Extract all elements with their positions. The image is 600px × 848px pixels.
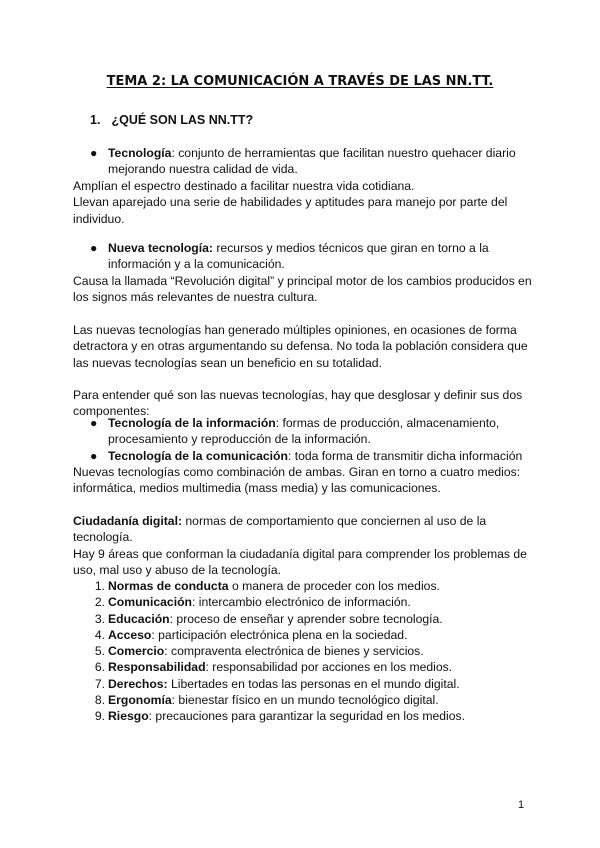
- definition-nueva-tecnologia: recursos y medios técnicos que giran en torno a la información y a la comunicación.: [108, 241, 489, 272]
- paragraph-line: Llevan aparejado una serie de habilidades y aptitudes para manejo por parte del individuo.: [73, 195, 508, 226]
- definition-informacion: : formas de producción, almacenamiento, procesamiento y reproducción de la información.: [108, 416, 500, 447]
- term-comunicacion: Tecnología de la comunicación: [108, 449, 288, 463]
- definition-comunicacion: : toda forma de transmitir dicha información: [287, 449, 523, 463]
- bullet-icon: ●: [90, 416, 98, 430]
- bullet-icon: ●: [90, 241, 98, 255]
- section-heading-text: ¿QUÉ SON LAS NN.TT?: [111, 113, 254, 127]
- term-tecnologia: Tecnología: [108, 146, 172, 160]
- list-item: 1. Normas de conducta o manera de proceder con los medios.: [94, 579, 440, 593]
- bullet-icon: ●: [90, 146, 98, 160]
- bullet-tecnologia-informacion: [90, 415, 530, 448]
- list-item: 8. Ergonomía: bienestar físico en un mundo tecnológico digital.: [94, 693, 439, 708]
- list-item: 2. Comunicación: intercambio electrónico de información.: [94, 595, 411, 610]
- paragraph-tecnologia: [73, 178, 533, 227]
- bullet-tecnologia: [90, 145, 530, 178]
- bullet-icon: ●: [90, 449, 98, 463]
- list-item: 4. Acceso: participación electrónica plena en la sociedad.: [94, 627, 408, 642]
- term-ciudadania: Ciudadanía digital:: [73, 514, 183, 528]
- definition-ciudadania: normas de comportamiento que conciernen al uso de la tecnología.: [73, 514, 487, 545]
- bullet-tecnologia-comunicacion: [90, 448, 530, 464]
- paragraph-opiniones: Las nuevas tecnologías han generado múltiples opiniones, en ocasiones de forma detractora y en otras argumentando su defensa. No toda la población considera que las nuevas tecnologías sean un beneficio en su totalidad.: [73, 323, 528, 370]
- section-number: 1.: [90, 113, 101, 127]
- paragraph-areas-intro: Hay 9 áreas que conforman la ciudadanía digital para comprender los problemas de uso, mal uso y abuso de la tecnología.: [73, 547, 527, 578]
- list-item: 5. Comercio: compraventa electrónica de bienes y servicios.: [94, 644, 424, 659]
- paragraph-line: Amplían el espectro destinado a facilitar nuestra vida cotidiana.: [73, 179, 415, 193]
- definition-tecnologia: : conjunto de herramientas que facilitan nuestro quehacer diario mejorando nuestra calidad de vida.: [108, 146, 516, 177]
- list-item: 6. Responsabilidad: responsabilidad por acciones en los medios.: [94, 660, 453, 675]
- page-number: 1: [518, 799, 525, 811]
- list-item: 3. Educación: proceso de enseñar y aprender sobre tecnología.: [94, 611, 443, 626]
- list-item: 7. Derechos: Libertades en todas las personas en el mundo digital.: [94, 676, 460, 691]
- list-item: 9. Riesgo: precauciones para garantizar la seguridad en los medios.: [94, 709, 466, 724]
- page-title: TEMA 2: LA COMUNICACIÓN A TRAVÉS DE LAS NN.TT.: [106, 74, 494, 89]
- paragraph-revolucion: Causa la llamada “Revolución digital” y principal motor de los cambios producidos en los signos más relevantes de nuestra cultura.: [73, 274, 532, 305]
- bullet-nueva-tecnologia: [90, 240, 530, 273]
- paragraph-ciudadania: [73, 513, 533, 546]
- term-informacion: Tecnología de la información: [108, 416, 276, 430]
- paragraph-componentes: Para entender qué son las nuevas tecnologías, hay que desglosar y definir sus dos componentes:: [73, 388, 523, 419]
- term-nueva-tecnologia: Nueva tecnología:: [108, 241, 213, 255]
- areas-list: [73, 578, 533, 725]
- paragraph-combinacion: Nuevas tecnologías como combinación de ambas. Giran en torno a cuatro medios: informática, medios multimedia (mass media) y las comunicaciones.: [73, 465, 521, 496]
- section-heading: [90, 113, 253, 127]
